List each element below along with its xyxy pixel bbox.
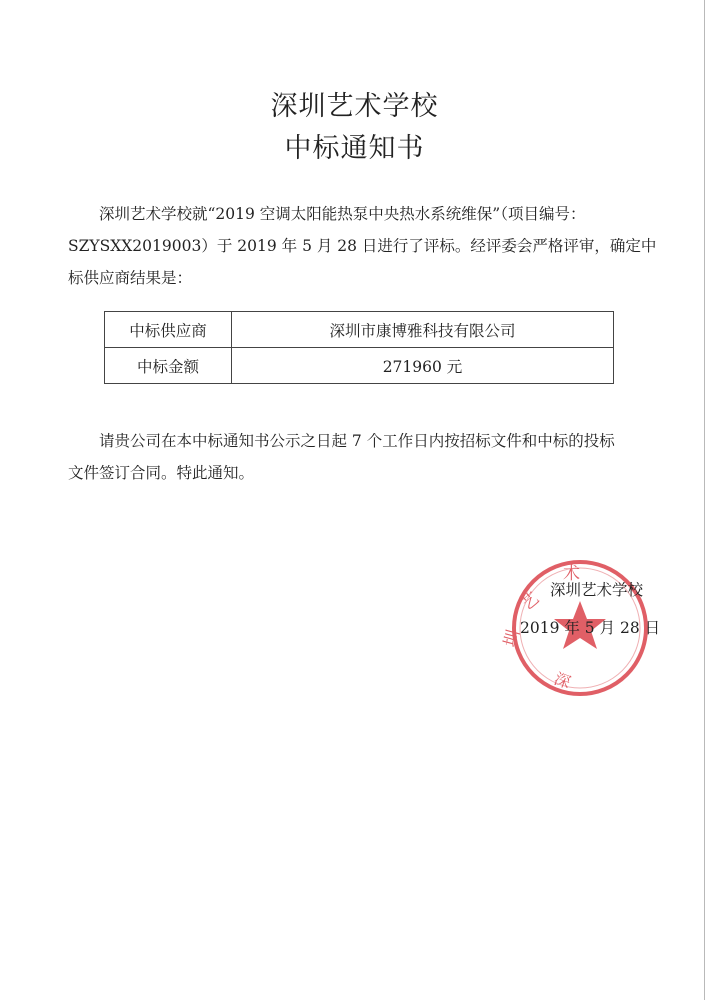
intro-line-1: 深圳艺术学校就“2019 空调太阳能热泵中央热水系统维保”（项目编号：	[99, 205, 586, 223]
closing-line-1: 请贵公司在本中标通知书公示之日起 7 个工作日内按招标文件和中标的投标	[99, 432, 615, 450]
document-title	[0, 86, 709, 170]
signature-school-name: 深圳艺术学校	[550, 581, 644, 599]
intro-line-2: SZYSXX2019003）于 2019 年 5 月 28 日进行了评标。经评委会严格评审，确定中	[68, 237, 657, 255]
svg-text:深: 深	[551, 668, 574, 693]
intro-line-3: 标供应商结果是：	[68, 269, 193, 287]
table-row	[105, 348, 614, 384]
seal-text: 术	[563, 564, 580, 584]
intro-paragraph	[68, 198, 658, 294]
amount-value: 271960 元	[232, 348, 614, 384]
table-row	[105, 312, 614, 348]
supplier-value: 深圳市康博雅科技有限公司	[232, 312, 614, 348]
svg-text:圳: 圳	[500, 627, 525, 650]
amount-label: 中标金额	[105, 348, 232, 384]
closing-line-2: 文件签订合同。特此通知。	[68, 464, 255, 482]
signature-date: 2019 年 5 月 28 日	[520, 619, 661, 637]
svg-text:艺: 艺	[517, 588, 544, 615]
title-school-name: 深圳艺术学校	[270, 91, 439, 122]
result-table	[104, 311, 614, 384]
title-notice-name: 中标通知书	[284, 133, 425, 164]
closing-paragraph	[68, 425, 658, 489]
supplier-label: 中标供应商	[105, 312, 232, 348]
